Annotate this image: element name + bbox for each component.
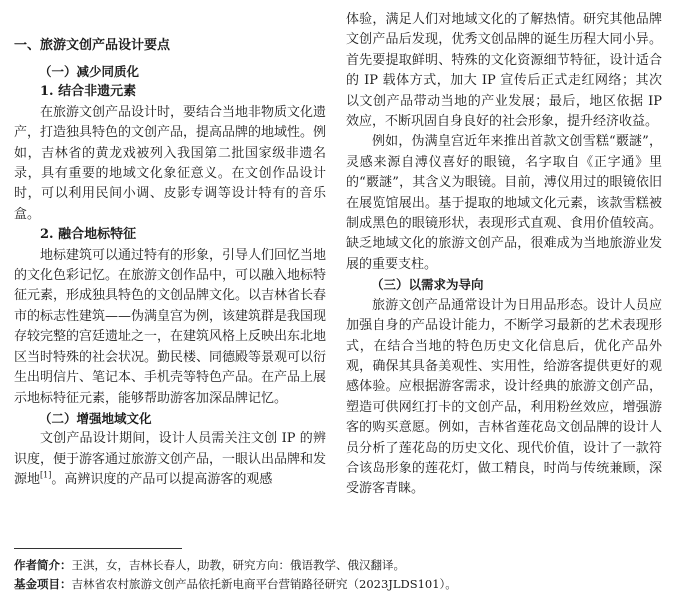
- footnotes: [14, 556, 664, 594]
- continued-paragraph: 体验，满足人们对地域文化的了解热情。研究其他品牌文创产品后发现，优秀文创品牌的诞生历程大同小异。首先要提取鲜明、特殊的文化资源细节特征，设计适合的 IP 载体方式，加大 IP 宣传后正式走红网络；其次以文创产品带动当地的产业发展；最后，地区依据 IP 效应，不断巩固自身良好的社会形象，提升经济收益。: [346, 12, 662, 130]
- author-text: 王淇，女，吉林长春人，助教，研究方向：俄语教学、俄汉翻译。: [71, 558, 405, 572]
- item-title-2: 2. 融合地标特征: [40, 227, 137, 243]
- section-title: 一、旅游文创产品设计要点: [14, 38, 171, 53]
- sub3-paragraph: 旅游文创产品通常设计为日用品形态。设计人员应加强自身的产品设计能力，不断学习最新的艺术表现形式，在结合当地的特色历史文化信息后，优化产品外观，确保其具备美观性、实用性，给游客提供更好的观感体验。应根据游客需求，设计经典的旅游文创产品，塑造可供网红打卡的文创产品，利用粉丝效应，增强游客的购买意愿。例如，吉林省莲花岛文创品牌的设计人员分析了莲花岛的历史文化、现代价值，设计了一款符合该岛形象的莲花灯，做工精良，时尚与传统兼顾，深受游客青睐。: [346, 297, 662, 497]
- sub2-text-a: 文创产品设计期间，设计人员需关注文创 IP 的辨识度，便于游客通过旅游文创产品，一眼认出品牌和发源地: [14, 431, 327, 488]
- sub2-paragraph: [14, 429, 326, 490]
- sub2-text-b: 。高辨识度的产品可以提高游客的观感: [51, 472, 273, 488]
- right-column: [346, 0, 662, 500]
- item2-paragraph: 地标建筑可以通过特有的形象，引导人们回忆当地的文化色彩记忆。在旅游文创作品中，可以融入地标特征元素，形成独具特色的文创品牌文化。以吉林省长春市的标志性建筑——伪满皇宫为例，该建筑群是我国现存较完整的宫廷遗址之一，在建筑风格上反映出东北地区当时特殊的社会状况。勤民楼、同德殿等景观可以衍生出明信片、笔记本、手机壳等特色产品。在产品上展示地标特征元素，能够帮助游客加深品牌记忆。: [14, 247, 327, 406]
- author-label: 作者简介：: [14, 558, 72, 572]
- fund-note: [14, 575, 664, 594]
- example-paragraph: 例如，伪满皇宫近年来推出首款文创雪糕“覈謎”，灵感来源自溥仪喜好的眼镜，名字取自《正字通》里的“覈謎”，其含义为眼镜。目前，溥仪用过的眼镜依旧在展览馆展出。基于提取的地域文化元素，该款雪糕被制成黑色的眼镜形状，表现形式直观、食用价值较高。缺乏地域文化的旅游文创产品，很难成为当地旅游业发展的重要支柱。: [346, 134, 662, 272]
- subsection-title-3: （三）以需求为导向: [371, 277, 484, 293]
- subsection-title-2: （二）增强地域文化: [39, 410, 152, 426]
- left-column: [14, 0, 326, 491]
- footnote-divider: [14, 548, 182, 549]
- subsection-title-1: （一）减少同质化: [39, 64, 140, 79]
- fund-label: 基金项目：: [14, 577, 72, 591]
- fund-text: 吉林省农村旅游文创产品依托新电商平台营销路径研究（2023JLDS101）。: [71, 577, 457, 591]
- item-title-1: 1. 结合非遗元素: [40, 84, 137, 100]
- item1-paragraph: 在旅游文创产品设计时，要结合当地非物质文化遗产，打造独具特色的文创产品，提高品牌的地域性。例如，吉林省的黄龙戏被列入我国第二批国家级非遗名录，具有重要的地域文化象征意义。在文创作品设计时，可以利用民间小调、皮影专调等设计特有的音乐盒。: [14, 104, 327, 222]
- author-note: [14, 556, 664, 575]
- citation-ref: [1]: [40, 470, 52, 480]
